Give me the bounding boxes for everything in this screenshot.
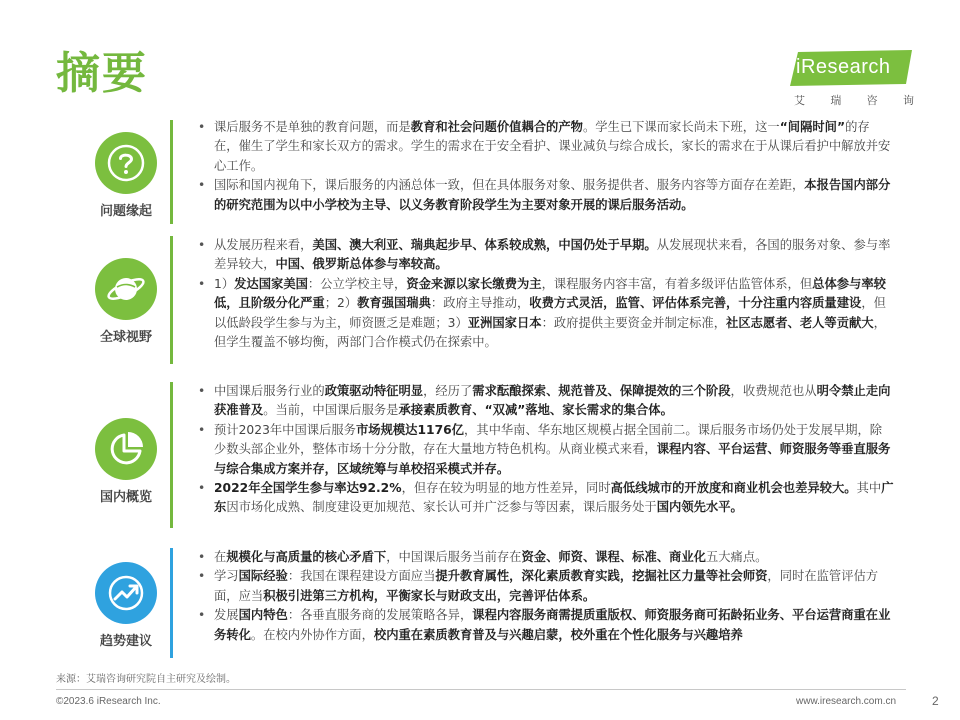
bullet-item: • 学习国际经验：我国在课程建设方面应当提升教育属性，深化素质教育实践，挖掘社区力量等社会师资，同时在监管评估方面，应当积极引进第三方机构，平衡家长与财政支出，完善评估体系。: [194, 567, 894, 606]
logo-cn-char: 咨: [866, 94, 878, 107]
bullet-list: [194, 236, 894, 352]
logo-cn-char: 艾: [794, 94, 805, 107]
logo-text: iResearch: [796, 56, 891, 78]
logo-cn-char: 询: [902, 94, 914, 107]
bullet-item: • 从发展历程来看，美国、澳大利亚、瑞典起步早、体系较成熟，中国仍处于早期。从发展现状来看，各国的服务对象、参与率差异较大，中国、俄罗斯总体参与率较高。: [194, 236, 894, 275]
section-label: 全球视野: [99, 330, 152, 345]
bullet-item: • 1）发达国家美国：公立学校主导，资金来源以家长缴费为主，课程服务内容丰富，有着多级评估监管体系，但总体参与率较低，且阶级分化严重；2）教育强国瑞典：政府主导推动，收费方式灵活，监管、评估体系完善，十分注重内容质量建设，但以低龄段学生参与为主，师资匮乏是难题；3）亚洲国家日本：政府提供主要资金并制定标准，社区志愿者、老人等贡献大，但学生覆盖不够均衡，两部门合作模式仍在探索中。: [194, 275, 894, 353]
bullet-list: [194, 548, 894, 645]
section-divider: [170, 382, 173, 528]
section-icon-column: [76, 132, 176, 219]
footer-divider: [56, 689, 906, 690]
logo-cn-name: [794, 92, 914, 108]
section-label: 趋势建议: [99, 634, 152, 649]
iresearch-logo: [790, 50, 920, 112]
bullet-list: [194, 382, 894, 518]
question-icon: [95, 132, 157, 194]
section-divider: [170, 548, 173, 658]
section-global-view: [56, 236, 896, 364]
section-icon-column: [76, 258, 176, 345]
bullet-item: • 2022年全国学生参与率达92.2%，但存在较为明显的地方性差异，同时高低线城市的开放度和商业机会也差异较大。其中广东因市场化成熟、制度建设更加规范、家长认可并广泛参与等因素，课后服务处于国内领先水平。: [194, 479, 894, 518]
section-divider: [170, 120, 173, 224]
section-divider: [170, 236, 173, 364]
copyright-text: ©2023.6 iResearch Inc.: [56, 696, 161, 707]
section-label: 问题缘起: [99, 204, 152, 219]
section-trend-advice: [56, 548, 896, 658]
section-domestic-overview: [56, 382, 896, 528]
planet-icon: [95, 258, 157, 320]
website-link[interactable]: www.iresearch.com.cn: [796, 696, 897, 707]
bullet-item: • 国际和国内视角下，课后服务的内涵总体一致，但在具体服务对象、服务提供者、服务内容等方面存在差距，本报告国内部分的研究范围为以中小学校为主导、以义务教育阶段学生为主要对象开展的课后服务活动。: [194, 176, 894, 215]
page-title: 摘要: [56, 48, 148, 99]
pie-chart-icon: [95, 418, 157, 480]
trend-icon: [95, 562, 157, 624]
logo-cn-char: 瑞: [830, 94, 842, 107]
source-note: 来源：艾瑞咨询研究院自主研究及绘制。: [56, 674, 236, 685]
bullet-item: • 中国课后服务行业的政策驱动特征明显，经历了需求酝酿探索、规范普及、保障提效的三个阶段，收费规范也从明令禁止走向获准普及。当前，中国课后服务是承接素质教育、“双减”落地、家长需求的集合体。: [194, 382, 894, 421]
bullet-item: • 预计2023年中国课后服务市场规模达1176亿，其中华南、华东地区规模占据全国前二。课后服务市场仍处于发展早期，除少数头部企业外，整体市场十分分散，存在大量地方特色机构。从商业模式来看，课程内容、平台运营、师资服务等垂直服务与综合集成方案并存，区域统筹与单校招采模式并存。: [194, 421, 894, 479]
bullet-item: • 在规模化与高质量的核心矛盾下，中国课后服务当前存在资金、师资、课程、标准、商业化五大痛点。: [194, 548, 894, 567]
page-number: 2: [932, 694, 939, 708]
section-problem-origin: [56, 120, 896, 224]
bullet-item: • 发展国内特色：各垂直服务商的发展策略各异，课程内容服务商需提质重版权、师资服务商可拓龄拓业务、平台运营商重在业务转化。在校内外协作方面，校内重在素质教育普及与兴趣启蒙，校外重在个性化服务与兴趣培养: [194, 606, 894, 645]
bullet-item: • 课后服务不是单独的教育问题，而是教育和社会问题价值耦合的产物。学生已下课而家长尚未下班，这一“间隔时间”的存在，催生了学生和家长双方的需求。学生的需求在于安全看护、课业减负与综合成长，家长的需求在于从课后看护中解放并安心工作。: [194, 118, 894, 176]
bullet-list: [194, 118, 894, 215]
section-label: 国内概览: [99, 490, 152, 505]
section-icon-column: [76, 418, 176, 505]
section-icon-column: [76, 562, 176, 649]
